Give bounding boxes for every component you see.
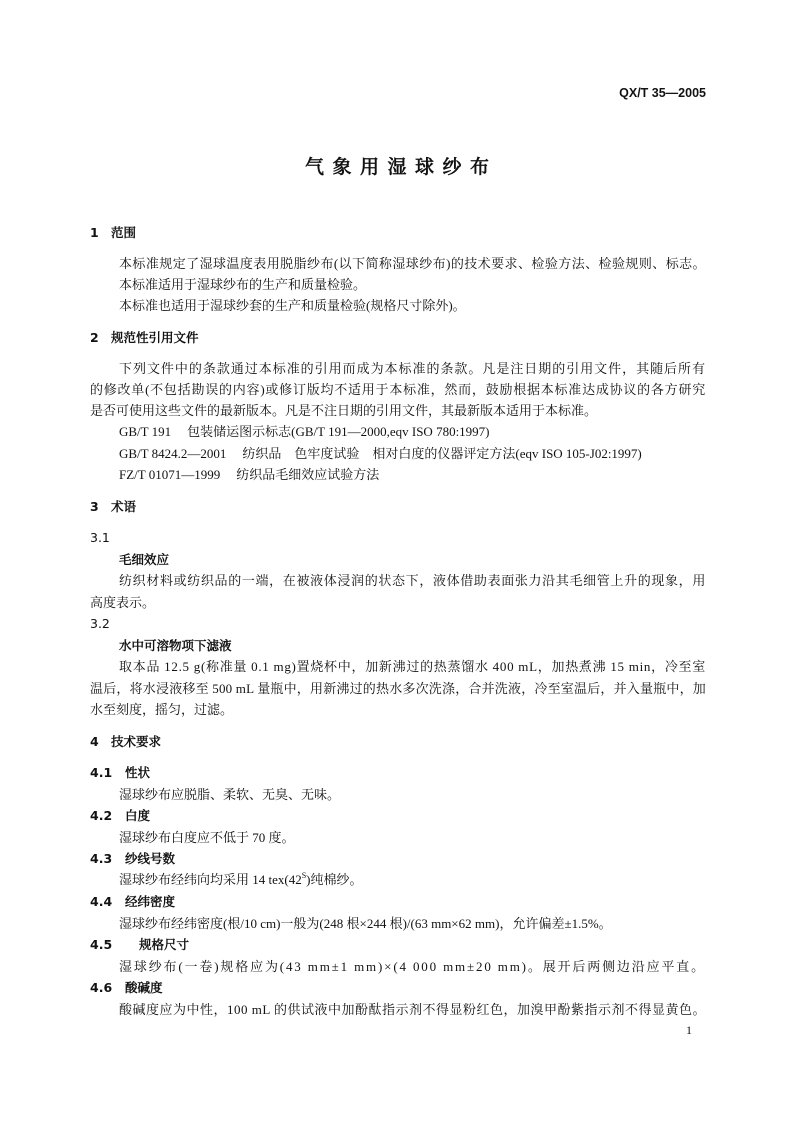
reference-code: GB/T 191 (119, 424, 172, 439)
clause-title: 纱线号数 (125, 851, 176, 866)
section-number: 3 (90, 499, 99, 514)
definition-line (90, 679, 706, 699)
section-heading (90, 328, 199, 348)
clause-title: 性状 (125, 765, 151, 780)
paragraph-line (90, 380, 706, 400)
reference-title: 纺织品毛细效应试验方法 (236, 467, 380, 482)
definition-line (119, 571, 706, 591)
term-name: 水中可溶物项下滤液 (119, 638, 232, 653)
reference-title: 包装储运图示标志(GB/T 191—2000,eqv ISO 780:1997) (187, 424, 490, 439)
clause-text: 湿球纱布(一卷)规格应为(43 mm±1 mm)×(4 000 mm±20 mm)。展开后两侧边沿应平直。 (119, 959, 706, 974)
reference-item (119, 444, 642, 464)
paragraph-line (119, 359, 706, 379)
clause-text-line (119, 828, 295, 848)
yarn-count-superscript: S (301, 871, 307, 880)
clause-text-line (119, 1000, 706, 1020)
page-number: 1 (686, 1023, 692, 1037)
paragraph-line (119, 296, 466, 316)
clause-heading (90, 892, 175, 912)
section-number: 1 (90, 225, 99, 240)
paragraph-text: 的修改单(不包括勘误的内容)或修订版均不适用于本标准，然而，鼓励根据本标准达成协议的各方研究 (90, 382, 706, 397)
clause-heading (90, 935, 189, 955)
reference-code: FZ/T 01071—1999 (119, 467, 221, 482)
clause-number: 4.5 (90, 937, 113, 952)
clause-title: 经纬密度 (125, 894, 176, 909)
clause-number: 4.1 (90, 765, 113, 780)
paragraph-text: 本标准适用于湿球纱布的生产和质量检验。 (119, 277, 367, 292)
clause-text-line (119, 914, 612, 934)
clause-text: 湿球纱布白度应不低于 70 度。 (119, 830, 295, 845)
paragraph-text: 本标准也适用于湿球纱套的生产和质量检验(规格尺寸除外)。 (119, 298, 466, 313)
section-heading (90, 497, 136, 517)
paragraph-text: 本标准规定了湿球温度表用脱脂纱布(以下简称湿球纱布)的技术要求、检验方法、检验规则、标志。 (119, 256, 706, 271)
clause-heading (90, 763, 150, 783)
paragraph-text: 是否可使用这些文件的最新版本。凡是不注日期的引用文件，其最新版本适用于本标准。 (90, 403, 598, 418)
clause-title: 规格尺寸 (139, 937, 190, 952)
clause-number: 4.3 (90, 851, 113, 866)
clause-number: 4.2 (90, 808, 113, 823)
clause-text: 湿球纱布经纬向均采用 14 tex(42 (119, 872, 302, 887)
term-name: 毛细效应 (119, 552, 170, 567)
section-number: 2 (90, 330, 99, 345)
section-number: 4 (90, 734, 99, 749)
reference-title: 纺织品 色牢度试验 相对白度的仪器评定方法(eqv ISO 105-J02:1997) (242, 446, 642, 461)
clause-text: 湿球纱布经纬密度(根/10 cm)一般为(248 根×244 根)/(63 mm×62 mm)，允许偏差±1.5%。 (119, 916, 612, 931)
definition-line (90, 593, 155, 613)
document-title: 气象用湿球纱布 (304, 156, 498, 178)
section-title: 技术要求 (111, 734, 162, 749)
section-title: 规范性引用文件 (111, 330, 199, 345)
clause-title: 白度 (125, 808, 151, 823)
definition-text: 取本品 12.5 g(称准量 0.1 mg)置烧杯中，加新沸过的热蒸馏水 400 mL，加热煮沸 15 min，冷至室 (119, 659, 706, 674)
reference-item (119, 465, 379, 485)
clause-number: 4.4 (90, 894, 113, 909)
clause-text-line (119, 785, 340, 805)
definition-line (90, 700, 233, 720)
clause-heading (90, 806, 150, 826)
definition-text: 高度表示。 (90, 595, 156, 610)
clause-text-line (119, 870, 363, 890)
term-number: 3.2 (90, 616, 110, 631)
definition-text: 纺织材料或纺织品的一端，在被液体浸润的状态下，液体借助表面张力沿其毛细管上升的现象，用 (119, 573, 706, 588)
reference-code: GB/T 8424.2—2001 (119, 446, 227, 461)
paragraph-line (90, 401, 597, 421)
section-heading (90, 732, 161, 752)
standard-code: QX/T 35—2005 (619, 86, 706, 100)
reference-item (119, 422, 490, 442)
clause-text: 湿球纱布应脱脂、柔软、无臭、无味。 (119, 787, 341, 802)
section-heading (90, 223, 136, 243)
section-title: 术语 (111, 499, 137, 514)
paragraph-line (119, 275, 366, 295)
clause-heading (90, 978, 163, 998)
definition-text: 水至刻度，摇匀，过滤。 (90, 702, 234, 717)
clause-text-line (119, 957, 706, 977)
term-number: 3.1 (90, 530, 110, 545)
definition-text: 温后，将水浸液移至 500 mL 量瓶中，用新沸过的热水多次洗涤，合并洗液，冷至室温后，并入量瓶中，加 (90, 681, 706, 696)
paragraph-line (119, 254, 706, 274)
clause-title: 酸碱度 (125, 980, 163, 995)
paragraph-text: 下列文件中的条款通过本标准的引用而成为本标准的条款。凡是注日期的引用文件，其随后所有 (119, 361, 706, 376)
clause-number: 4.6 (90, 980, 113, 995)
clause-heading (90, 849, 175, 869)
definition-line (119, 657, 706, 677)
clause-text-tail: )纯棉纱。 (306, 872, 363, 887)
clause-text: 酸碱度应为中性，100 mL 的供试液中加酚酞指示剂不得显粉红色，加溴甲酚紫指示剂不得显黄色。 (119, 1002, 706, 1017)
section-title: 范围 (111, 225, 137, 240)
